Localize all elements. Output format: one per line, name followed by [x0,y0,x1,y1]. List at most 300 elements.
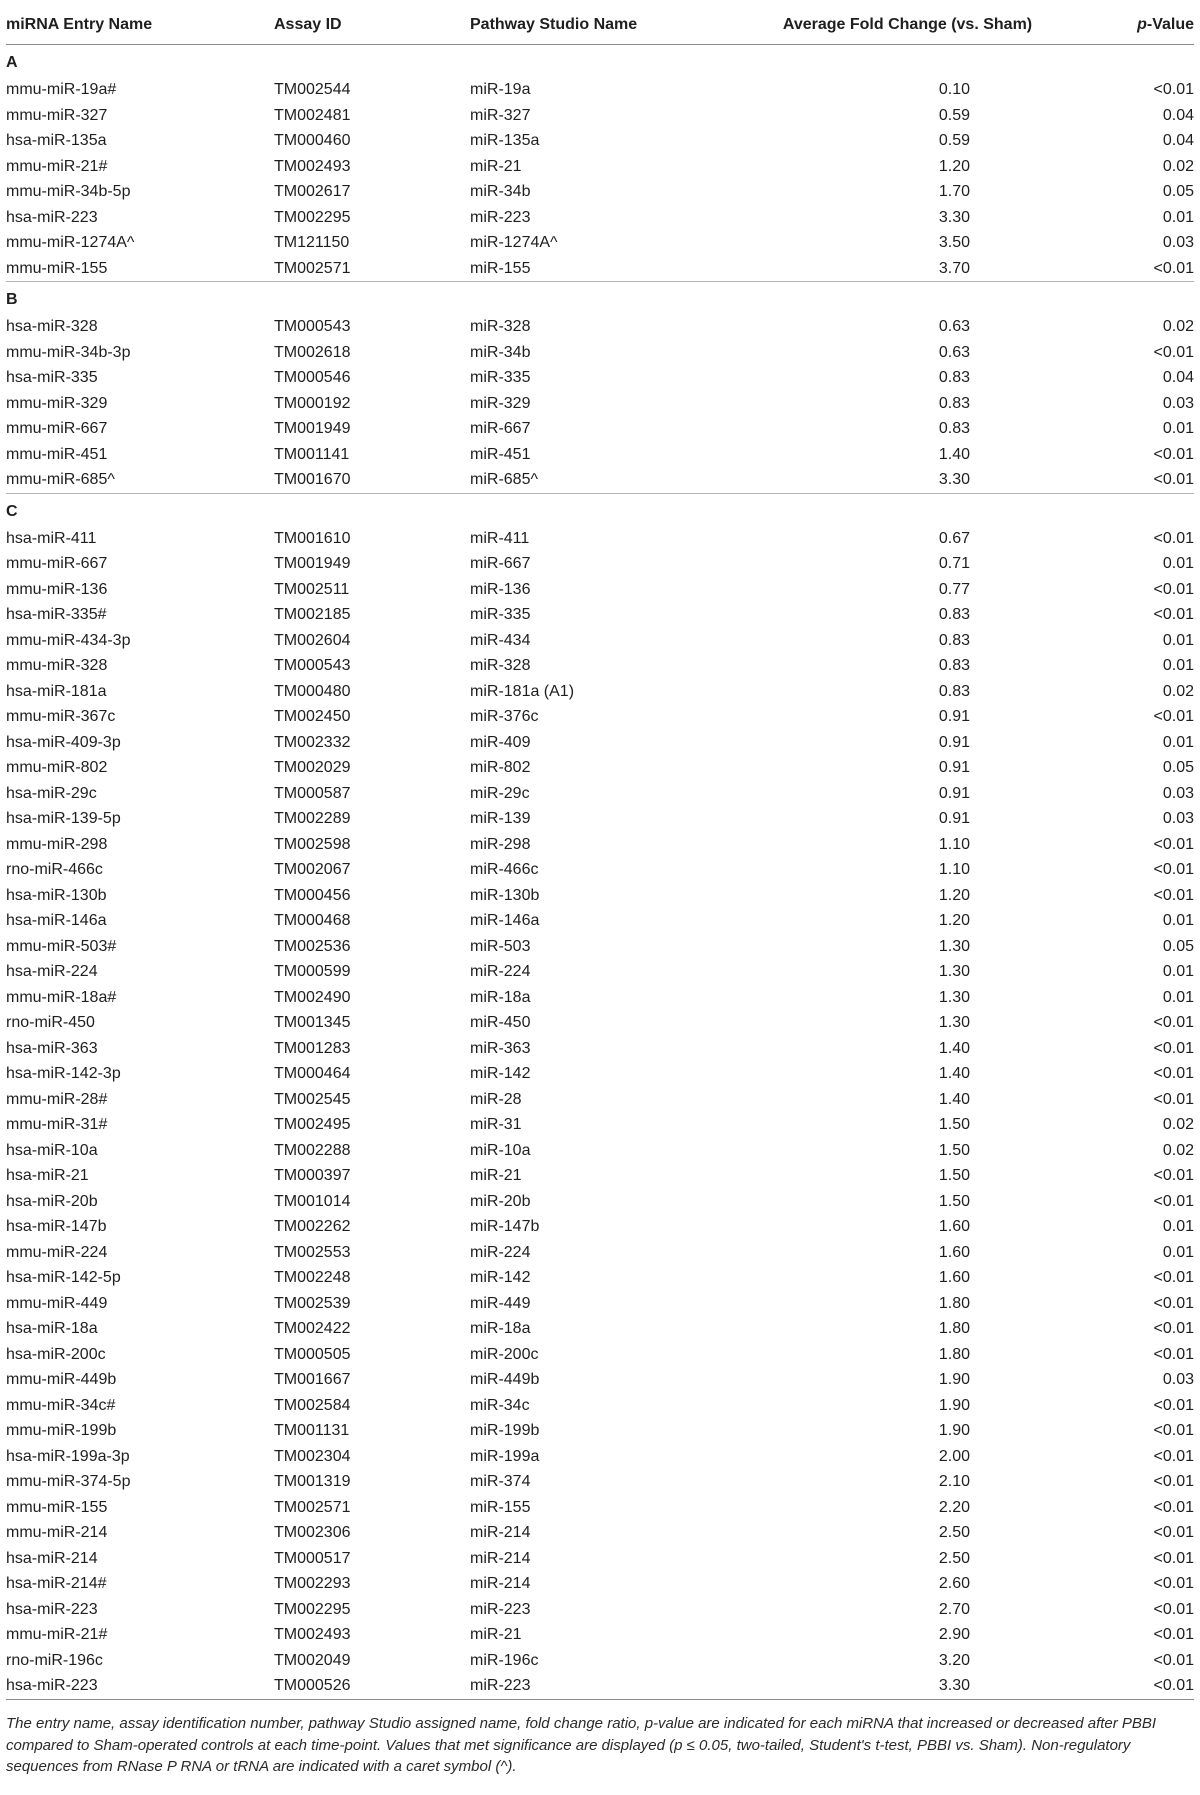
entry-name-cell: hsa-miR-223 [6,208,98,226]
pathway-name-cell: miR-28 [470,1090,522,1108]
pathway-name-cell: miR-667 [470,420,531,437]
entry-name-cell: hsa-miR-139-5p [6,810,121,827]
pathway-name-cell: miR-411 [470,529,530,547]
fold-change-cell: 1.30 [938,963,970,980]
assay-id-cell: TM000505 [274,1345,351,1363]
entry-name-cell: rno-miR-450 [6,1014,95,1031]
entry-name-cell: mmu-miR-19a# [6,81,117,98]
entry-name-cell: mmu-miR-1274A^ [6,234,135,251]
p-value-cell: <0.01 [1153,1192,1194,1210]
table-row [6,1418,1194,1444]
table-row [6,205,1194,231]
table-row [6,1520,1194,1546]
entry-name-cell: hsa-miR-10a [6,1141,98,1159]
table-body [6,45,1194,1700]
p-value-cell: 0.04 [1162,132,1194,149]
p-value-cell: 0.05 [1162,937,1194,955]
table-row [6,832,1194,858]
p-value-cell: 0.02 [1162,318,1194,335]
fold-change-cell: 1.60 [938,1218,970,1235]
assay-id-cell: TM002493 [274,1626,351,1643]
table-row [6,1622,1194,1648]
entry-name-cell: mmu-miR-136 [6,580,108,598]
p-value-cell: 0.03 [1162,234,1194,251]
entry-name-cell: mmu-miR-802 [6,759,108,776]
table-row [6,551,1194,577]
p-value-cell: <0.01 [1153,1447,1194,1465]
pathway-name-cell: miR-449b [470,1371,540,1388]
p-value-cell: 0.03 [1162,1371,1194,1388]
pathway-name-cell: miR-223 [470,208,531,226]
assay-id-cell: TM002029 [274,759,351,776]
fold-change-cell: 3.30 [938,471,970,488]
table-row [6,1597,1194,1623]
assay-id-cell: TM002571 [274,259,351,277]
p-value-cell: <0.01 [1153,1014,1194,1031]
fold-change-cell: 0.63 [938,343,970,361]
table-row [6,857,1194,883]
fold-change-cell: 2.20 [938,1498,970,1516]
pathway-name-cell: miR-376c [470,708,539,725]
pathway-name-cell: miR-10a [470,1141,531,1159]
fold-change-cell: 0.91 [938,784,970,802]
table-row [6,934,1194,960]
pathway-name-cell: miR-146a [470,912,540,929]
pathway-name-cell: miR-329 [470,394,531,412]
table-row [6,704,1194,730]
p-value-cell: <0.01 [1153,1626,1194,1643]
entry-name-cell: hsa-miR-142-3p [6,1065,121,1082]
entry-name-cell: mmu-miR-434-3p [6,631,131,649]
assay-id-cell: TM001670 [274,471,351,488]
table-row [6,128,1194,154]
assay-id-cell: TM002604 [274,631,351,649]
p-value-cell: <0.01 [1153,1065,1194,1082]
p-value-cell: 0.01 [1162,963,1194,980]
pathway-name-cell: miR-21 [470,1167,522,1184]
table-row [6,1316,1194,1342]
table-row [6,1240,1194,1266]
entry-name-cell: hsa-miR-135a [6,132,107,149]
pathway-name-cell: miR-503 [470,937,531,955]
pathway-name-cell: miR-328 [470,657,531,674]
entry-name-cell: mmu-miR-503# [6,937,117,955]
p-value-cell: 0.01 [1162,1218,1194,1235]
entry-name-cell: mmu-miR-667 [6,555,108,572]
table-row [6,1138,1194,1164]
pathway-name-cell: miR-135a [470,132,540,149]
section-label: A [6,54,18,71]
header-pathway-name: Pathway Studio Name [470,6,735,45]
p-value-cell: 0.01 [1162,555,1194,572]
table-row [6,1010,1194,1036]
pathway-name-cell: miR-685^ [470,471,538,488]
fold-change-cell: 1.50 [938,1116,970,1133]
table-row [6,1571,1194,1597]
p-value-cell: 0.01 [1162,1243,1194,1261]
entry-name-cell: hsa-miR-335 [6,369,98,386]
assay-id-cell: TM002618 [274,343,351,361]
table-row [6,781,1194,807]
entry-name-cell: mmu-miR-21# [6,157,108,175]
table-row [6,314,1194,340]
fold-change-cell: 3.30 [938,208,970,226]
header-p-value [1080,6,1194,45]
assay-id-cell: TM000526 [274,1673,470,1699]
pathway-name-cell: miR-450 [470,1014,531,1031]
pathway-name-cell: miR-18a [470,988,531,1006]
assay-id-cell: TM002248 [274,1269,351,1286]
assay-id-cell: TM002536 [274,937,351,955]
header-p-value-italic: p [1137,16,1147,33]
fold-change-cell: 1.50 [938,1192,970,1210]
pathway-name-cell: miR-335 [470,606,531,623]
fold-change-cell: 0.83 [938,394,970,412]
entry-name-cell: mmu-miR-34b-5p [6,183,131,200]
assay-id-cell: TM002422 [274,1320,351,1337]
table-row [6,1495,1194,1521]
pathway-name-cell: miR-451 [470,445,531,463]
entry-name-cell: hsa-miR-224 [6,963,98,980]
assay-id-cell: TM002481 [274,106,351,124]
fold-change-cell: 0.59 [938,106,970,124]
entry-name-cell: hsa-miR-147b [6,1218,107,1235]
assay-id-cell: TM000599 [274,963,351,980]
fold-change-cell: 0.91 [938,810,970,827]
pathway-name-cell: miR-214 [470,1524,531,1541]
entry-name-cell: hsa-miR-146a [6,912,107,929]
assay-id-cell: TM002450 [274,708,351,725]
table-row [6,1189,1194,1215]
assay-id-cell: TM001949 [274,555,351,572]
pathway-name-cell: miR-434 [470,631,531,649]
p-value-cell: <0.01 [1153,445,1194,463]
p-value-cell: <0.01 [1153,1090,1194,1108]
table-row [6,256,1194,282]
entry-name-cell: mmu-miR-329 [6,394,108,412]
assay-id-cell: TM002544 [274,81,351,98]
fold-change-cell: 1.40 [938,1090,970,1108]
pathway-name-cell: miR-139 [470,810,531,827]
pathway-name-cell: miR-1274A^ [470,234,558,251]
entry-name-cell: mmu-miR-374-5p [6,1473,131,1490]
entry-name-cell: mmu-miR-155 [6,1498,108,1516]
table-row [6,526,1194,552]
fold-change-cell: 2.50 [938,1549,970,1567]
assay-id-cell: TM002293 [274,1575,351,1592]
p-value-cell: <0.01 [1153,1294,1194,1312]
fold-change-cell: 0.83 [938,657,970,674]
table-row [6,1036,1194,1062]
section-row-b [6,282,1194,315]
pathway-name-cell: miR-409 [470,733,531,751]
assay-id-cell: TM000543 [274,657,351,674]
assay-id-cell: TM002598 [274,835,351,853]
fold-change-cell: 3.50 [938,234,970,251]
table-row [6,1393,1194,1419]
assay-id-cell: TM001667 [274,1371,351,1388]
entry-name-cell: mmu-miR-449 [6,1294,108,1312]
pathway-name-cell: miR-136 [470,580,531,598]
p-value-cell: 0.01 [1162,420,1194,437]
fold-change-cell: 1.20 [938,912,970,929]
p-value-cell: <0.01 [1153,1269,1194,1286]
fold-change-cell: 0.83 [938,369,970,386]
fold-change-cell: 0.67 [938,529,970,547]
assay-id-cell: TM002511 [274,580,350,598]
entry-name-cell: hsa-miR-181a [6,682,107,700]
p-value-cell: <0.01 [1153,1575,1194,1592]
assay-id-cell: TM002495 [274,1116,351,1133]
p-value-cell: <0.01 [1153,580,1194,598]
fold-change-cell: 1.30 [938,937,970,955]
assay-id-cell: TM000468 [274,912,351,929]
p-value-cell: <0.01 [1153,835,1194,853]
table-row [6,77,1194,103]
assay-id-cell: TM121150 [274,234,350,251]
entry-name-cell: hsa-miR-335# [6,606,107,623]
p-value-cell: 0.01 [1162,208,1194,226]
table-row [6,154,1194,180]
table-row [6,230,1194,256]
entry-name-cell: hsa-miR-411 [6,529,97,547]
pathway-name-cell: miR-199a [470,1447,540,1465]
assay-id-cell: TM000587 [274,784,351,802]
entry-name-cell: mmu-miR-298 [6,835,108,853]
entry-name-cell: mmu-miR-31# [6,1116,108,1133]
table-row [6,103,1194,129]
section-label: B [6,282,1194,315]
assay-id-cell: TM001345 [274,1014,351,1031]
p-value-cell: 0.05 [1162,183,1194,200]
p-value-cell: <0.01 [1153,1498,1194,1516]
fold-change-cell: 0.91 [938,759,970,776]
table-row [6,1444,1194,1470]
table-row [6,391,1194,417]
table-row [6,908,1194,934]
p-value-cell: <0.01 [1153,1039,1194,1057]
p-value-cell: 0.02 [1162,1116,1194,1133]
p-value-cell: 0.02 [1162,1141,1194,1159]
pathway-name-cell: miR-327 [470,106,531,124]
assay-id-cell: TM002049 [274,1651,351,1669]
assay-id-cell: TM000546 [274,369,351,386]
p-value-cell: 0.01 [1162,988,1194,1006]
p-value-cell: 0.04 [1162,106,1194,124]
pathway-name-cell: miR-196c [470,1651,539,1669]
p-value-cell: <0.01 [1153,1345,1194,1363]
entry-name-cell: hsa-miR-21 [6,1167,89,1184]
fold-change-cell: 0.71 [938,555,970,572]
entry-name-cell: mmu-miR-28# [6,1090,108,1108]
section-label: C [6,493,1194,526]
pathway-name-cell: miR-224 [470,963,531,980]
assay-id-cell: TM000460 [274,132,351,149]
pathway-name-cell: miR-31 [470,1116,522,1133]
table-row [6,1163,1194,1189]
table-row [6,179,1194,205]
entry-name-cell: mmu-miR-327 [6,106,108,124]
header-fold-change: Average Fold Change (vs. Sham) [735,6,1080,45]
table-header-row [6,6,1194,45]
entry-name-cell: mmu-miR-224 [6,1243,108,1261]
pathway-name-cell: miR-802 [470,759,531,776]
p-value-cell: <0.01 [1153,343,1194,361]
pathway-name-cell: miR-214 [470,1549,531,1567]
fold-change-cell: 1.10 [938,861,970,878]
table-row [6,577,1194,603]
table-row [6,1546,1194,1572]
p-value-cell: <0.01 [1153,1422,1194,1439]
pathway-name-cell: miR-21 [470,157,522,175]
assay-id-cell: TM000192 [274,394,351,412]
fold-change-cell: 1.90 [938,1396,970,1414]
fold-change-cell: 1.10 [938,835,970,853]
table-row [6,1367,1194,1393]
p-value-cell: 0.03 [1162,810,1194,827]
entry-name-cell: mmu-miR-449b [6,1371,117,1388]
pathway-name-cell: miR-155 [470,1498,531,1516]
p-value-cell: 0.03 [1162,784,1194,802]
pathway-name-cell: miR-142 [470,1065,531,1082]
assay-id-cell: TM002617 [274,183,351,200]
fold-change-cell: 1.90 [938,1371,970,1388]
pathway-name-cell: miR-34c [470,1396,530,1414]
assay-id-cell: TM002295 [274,208,351,226]
assay-id-cell: TM001283 [274,1039,351,1057]
assay-id-cell: TM002288 [274,1141,351,1159]
entry-name-cell: mmu-miR-685^ [6,471,115,488]
p-value-cell: <0.01 [1153,708,1194,725]
p-value-cell: <0.01 [1153,1549,1194,1567]
fold-change-cell: 2.90 [938,1626,970,1643]
table-row [6,1061,1194,1087]
fold-change-cell: 0.77 [938,580,970,598]
table-row [6,755,1194,781]
fold-change-cell: 0.63 [938,318,970,335]
fold-change-cell: 1.50 [938,1167,970,1184]
fold-change-cell: 1.80 [938,1320,970,1337]
assay-id-cell: TM002553 [274,1243,351,1261]
assay-id-cell: TM001014 [274,1192,351,1210]
pathway-name-cell: miR-224 [470,1243,531,1261]
pathway-name-cell: miR-142 [470,1269,531,1286]
table-row [6,1469,1194,1495]
assay-id-cell: TM000464 [274,1065,351,1082]
fold-change-cell: 1.70 [938,183,970,200]
entry-name-cell: hsa-miR-20b [6,1192,98,1210]
p-value-cell: <0.01 [1153,1473,1194,1490]
fold-change-cell: 1.60 [938,1269,970,1286]
p-value-cell: <0.01 [1153,259,1194,277]
entry-name-cell: mmu-miR-155 [6,259,108,277]
assay-id-cell: TM000456 [274,886,351,904]
pathway-name-cell: miR-20b [470,1192,531,1210]
pathway-name-cell: miR-214 [470,1575,531,1592]
assay-id-cell: TM002067 [274,861,351,878]
pathway-name-cell: miR-298 [470,835,531,853]
assay-id-cell: TM002584 [274,1396,351,1414]
assay-id-cell: TM001131 [274,1422,350,1439]
entry-name-cell: rno-miR-196c [6,1651,103,1669]
fold-change-cell: 2.00 [938,1447,970,1465]
entry-name-cell: mmu-miR-34c# [6,1396,116,1414]
pathway-name-cell: miR-328 [470,318,531,335]
assay-id-cell: TM001610 [274,529,351,547]
mirna-table [6,6,1194,1700]
assay-id-cell: TM002289 [274,810,351,827]
fold-change-cell: 3.70 [938,259,970,277]
p-value-cell: 0.01 [1162,912,1194,929]
table-row [6,1265,1194,1291]
entry-name-cell: mmu-miR-667 [6,420,108,437]
fold-change-cell: 1.50 [938,1141,970,1159]
pathway-name-cell: miR-34b [470,343,531,361]
fold-change-cell: 1.90 [938,1422,970,1439]
entry-name-cell: hsa-miR-214# [6,1575,107,1592]
entry-name-cell: mmu-miR-328 [6,657,108,674]
fold-change-cell: 1.30 [938,988,970,1006]
assay-id-cell: TM002306 [274,1524,351,1541]
table-row [6,985,1194,1011]
fold-change-cell: 2.60 [938,1575,970,1592]
fold-change-cell: 2.70 [938,1600,970,1618]
table-row [6,679,1194,705]
p-value-cell: <0.01 [1153,861,1194,878]
pathway-name-cell: miR-363 [470,1039,531,1057]
pathway-name-cell: miR-155 [470,259,531,277]
section-row-c [6,493,1194,526]
header-p-value-rest: -Value [1146,16,1194,33]
fold-change-cell: 1.80 [938,1345,970,1363]
entry-name-cell: rno-miR-466c [6,861,103,878]
pathway-name-cell: miR-223 [470,1600,531,1618]
pathway-name-cell: miR-335 [470,369,531,386]
pathway-name-cell: miR-147b [470,1218,540,1235]
p-value-cell: <0.01 [1153,1320,1194,1337]
p-value-cell: <0.01 [1153,886,1194,904]
assay-id-cell: TM002262 [274,1218,351,1235]
p-value-cell: <0.01 [1153,1396,1194,1414]
assay-id-cell: TM002304 [274,1447,351,1465]
header-entry-name: miRNA Entry Name [6,6,274,45]
table-row [6,416,1194,442]
entry-name-cell: hsa-miR-18a [6,1320,98,1337]
p-value-cell: <0.01 [1153,1651,1194,1669]
table-row [6,1112,1194,1138]
pathway-name-cell: miR-130b [470,886,540,904]
pathway-name-cell: miR-21 [470,1626,522,1643]
assay-id-cell: TM001319 [274,1473,351,1490]
entry-name-cell: mmu-miR-367c [6,708,116,725]
entry-name-cell: hsa-miR-142-5p [6,1269,121,1286]
fold-change-cell: 3.20 [938,1651,970,1669]
fold-change-cell: 1.20 [938,886,970,904]
p-value-cell: 0.01 [1162,631,1194,649]
table-row [6,467,1194,493]
entry-name-cell: hsa-miR-200c [6,1345,106,1363]
fold-change-cell: 0.10 [938,81,970,98]
p-value-cell: <0.01 [1080,1673,1194,1699]
table-row [6,883,1194,909]
fold-change-cell: 2.10 [938,1473,970,1490]
assay-id-cell: TM000480 [274,682,351,700]
p-value-cell: <0.01 [1153,606,1194,623]
fold-change-cell: 1.40 [938,445,970,463]
p-value-cell: 0.02 [1162,157,1194,175]
fold-change-cell: 0.59 [938,132,970,149]
p-value-cell: <0.01 [1153,81,1194,98]
